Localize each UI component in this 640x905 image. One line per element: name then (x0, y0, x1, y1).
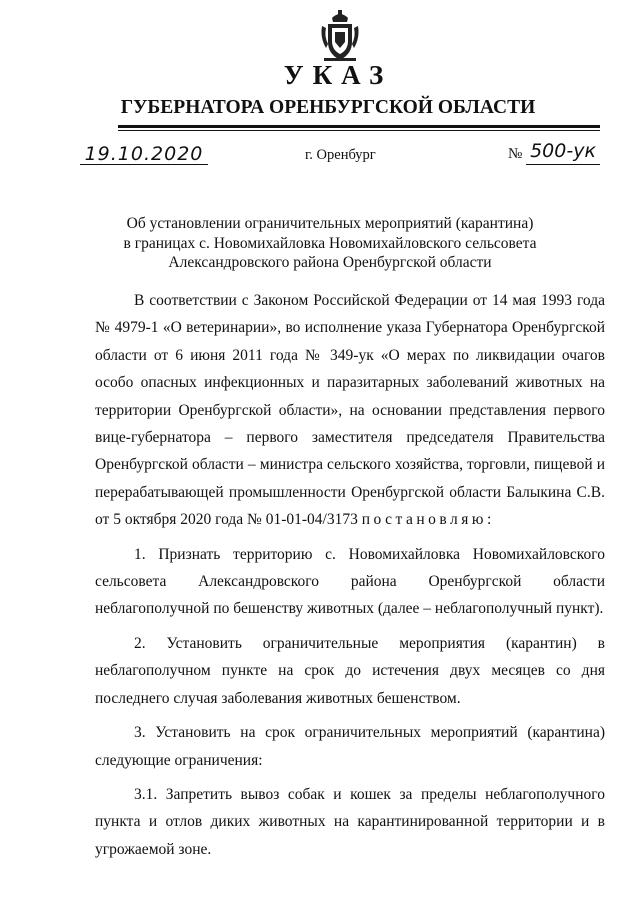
item-3: 3. Установить на срок ограничительных мероприятий (карантина) следующие ограничения: (95, 724, 605, 769)
preamble-text: В соответствии с Законом Российской Федерации от 14 мая 1993 года № 4979-1 «О ветеринарии», во исполнение указа Губернатора Оренбургской области от 6 июня 2011 года № 349-ук «О мерах по ликвидации очагов особо опасных инфекционных и паразитарных заболеваний животных на территории Оренбургской области», на основании представления первого вице-губернатора – первого заместителя председателя Правительства Оренбургской области – министра сельского хозяйства, торговли, пищевой и перерабатывающей промышленности Оренбургской области Балыкина С.В. от 5 октября 2020 года № 01-01-04/3173 (95, 292, 605, 529)
decree-body (95, 287, 605, 863)
decree-title: УКАЗ (283, 60, 393, 90)
coat-of-arms-icon (318, 8, 362, 64)
number-label: № (508, 146, 523, 162)
header-divider-thick (118, 125, 600, 128)
item-3-1: 3.1. Запретить вывоз собак и кошек за пределы неблагополучного пункта и отлов диких животных на карантинированной территории и в угрожаемой зоне. (95, 785, 605, 858)
decree-date: 19.10.2020 (84, 143, 204, 165)
decree-word: постановляю: (361, 511, 495, 529)
number-underline (526, 164, 600, 165)
item-1: 1. Признать территорию с. Новомихайловка Новомихайловского сельсовета Александровского района Оренбургской области неблагополучной по бешенству животных (далее – неблагополучный пункт). (95, 545, 605, 618)
decree-city: г. Оренбург (305, 147, 376, 163)
subject-line: в границах с. Новомихайловка Новомихайловского сельсовета (123, 234, 537, 252)
subject-line: Александровского района Оренбургской области (168, 254, 492, 271)
decree-issuer: ГУБЕРНАТОРА ОРЕНБУРГСКОЙ ОБЛАСТИ (120, 97, 536, 118)
item-2: 2. Установить ограничительные мероприятия (карантин) в неблагополучном пункте на срок до истечения двух месяцев со дня последнего случая заболевания животных бешенством. (95, 634, 605, 707)
preamble-paragraph (95, 287, 605, 534)
decree-number: 500-ук (530, 140, 596, 162)
subject-line: Об установлении ограничительных мероприятий (карантина) (126, 215, 534, 232)
date-underline (80, 164, 208, 165)
decree-subject (90, 214, 570, 273)
header-divider-thin (118, 130, 600, 131)
